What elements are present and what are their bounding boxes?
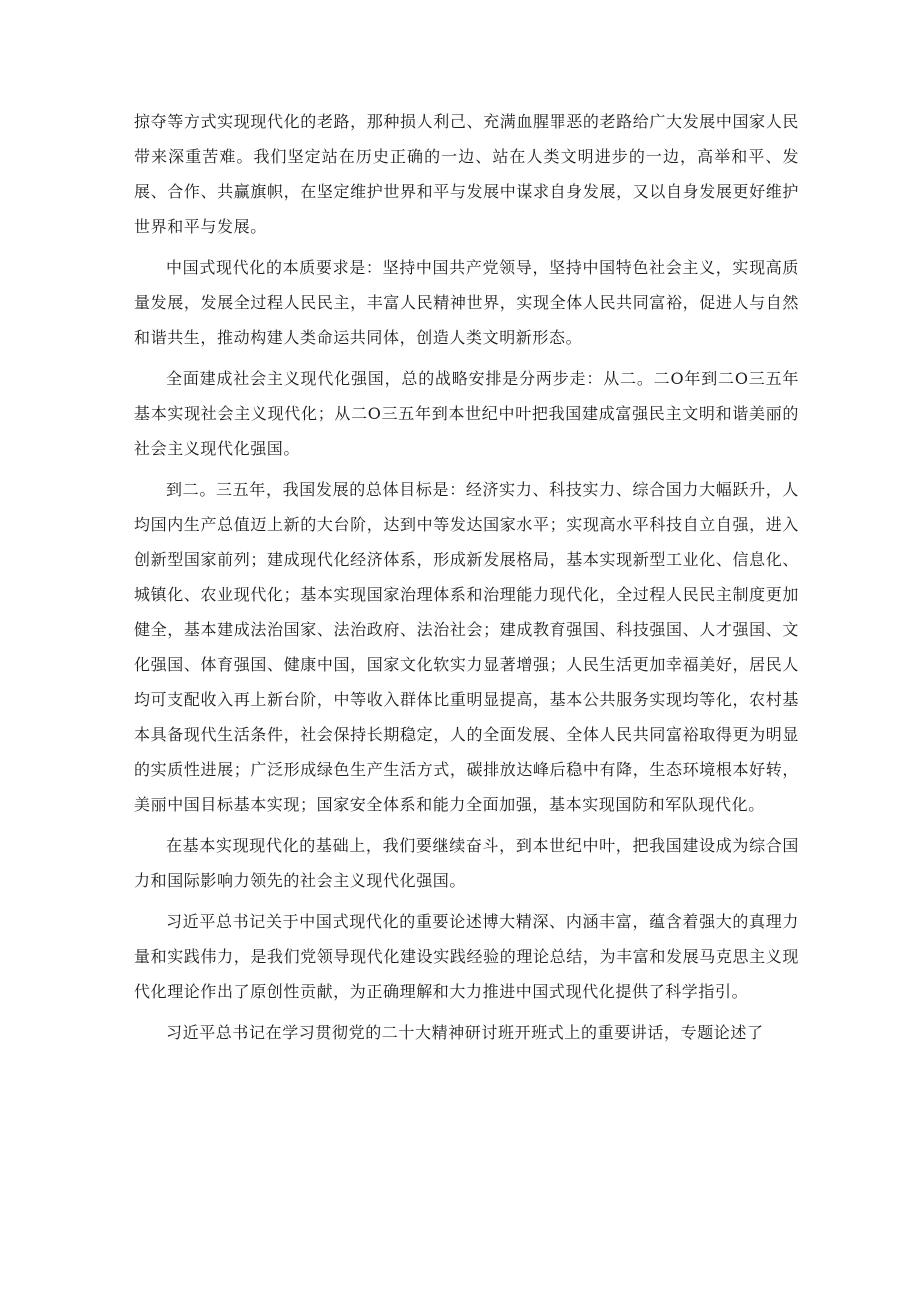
paragraph-seminar-speech: 习近平总书记在学习贯彻党的二十大精神研讨班开班式上的重要讲话，专题论述了 — [166, 1023, 764, 1042]
document-body — [134, 104, 799, 1056]
paragraph-two-step-strategy: 全面建成社会主义现代化强国，总的战略安排是分两步走：从二。二O年到二O三五年基本实现社会主义现代化；从二O三五年到本世纪中叶把我国建成富强民主文明和谐美丽的社会主义现代化强国。 — [134, 369, 799, 458]
paragraph-theoretical-significance: 习近平总书记关于中国式现代化的重要论述博大精深、内涵丰富，蕴含着强大的真理力量和实践伟力，是我们党领导现代化建设实践经验的理论总结，为丰富和发展马克思主义现代化理论作出了原创性贡献，为正确理解和大力推进中国式现代化提供了科学指引。 — [134, 912, 799, 1001]
paragraph-continuation: 掠夺等方式实现现代化的老路，那种损人利己、充满血腥罪恶的老路给广大发展中国家人民带来深重苦难。我们坚定站在历史正确的一边、站在人类文明进步的一边，高举和平、发展、合作、共赢旗帜，在坚定维护世界和平与发展中谋求自身发展，又以自身发展更好维护世界和平与发展。 — [134, 112, 799, 236]
paragraph-2035-goals: 到二。三五年，我国发展的总体目标是：经济实力、科技实力、综合国力大幅跃升，人均国内生产总值迈上新的大台阶，达到中等发达国家水平；实现高水平科技自立自强，进入创新型国家前列；建成现代化经济体系，形成新发展格局，基本实现新型工业化、信息化、城镇化、农业现代化；基本实现国家治理体系和治理能力现代化，全过程人民民主制度更加健全，基本建成法治国家、法治政府、法治社会；建成教育强国、科技强国、人才强国、文化强国、体育强国、健康中国，国家文化软实力显著增强；人民生活更加幸福美好，居民人均可支配收入再上新台阶，中等收入群体比重明显提高，基本公共服务实现均等化，农村基本具备现代生活条件，社会保持长期稳定，人的全面发展、全体人民共同富裕取得更为明显的实质性进展；广泛形成绿色生产生活方式，碳排放达峰后稳中有降，生态环境根本好转，美丽中国目标基本实现；国家安全体系和能力全面加强，基本实现国防和军队现代化。 — [134, 480, 799, 814]
paragraph-essential-requirements: 中国式现代化的本质要求是：坚持中国共产党领导，坚持中国特色社会主义，实现高质量发展，发展全过程人民民主，丰富人民精神世界，实现全体人民共同富裕，促进人与自然和谐共生，推动构建人类命运共同体，创造人类文明新形态。 — [134, 258, 799, 347]
paragraph-mid-century-goal: 在基本实现现代化的基础上，我们要继续奋斗，到本世纪中叶，把我国建设成为综合国力和国际影响力领先的社会主义现代化强国。 — [134, 836, 799, 890]
